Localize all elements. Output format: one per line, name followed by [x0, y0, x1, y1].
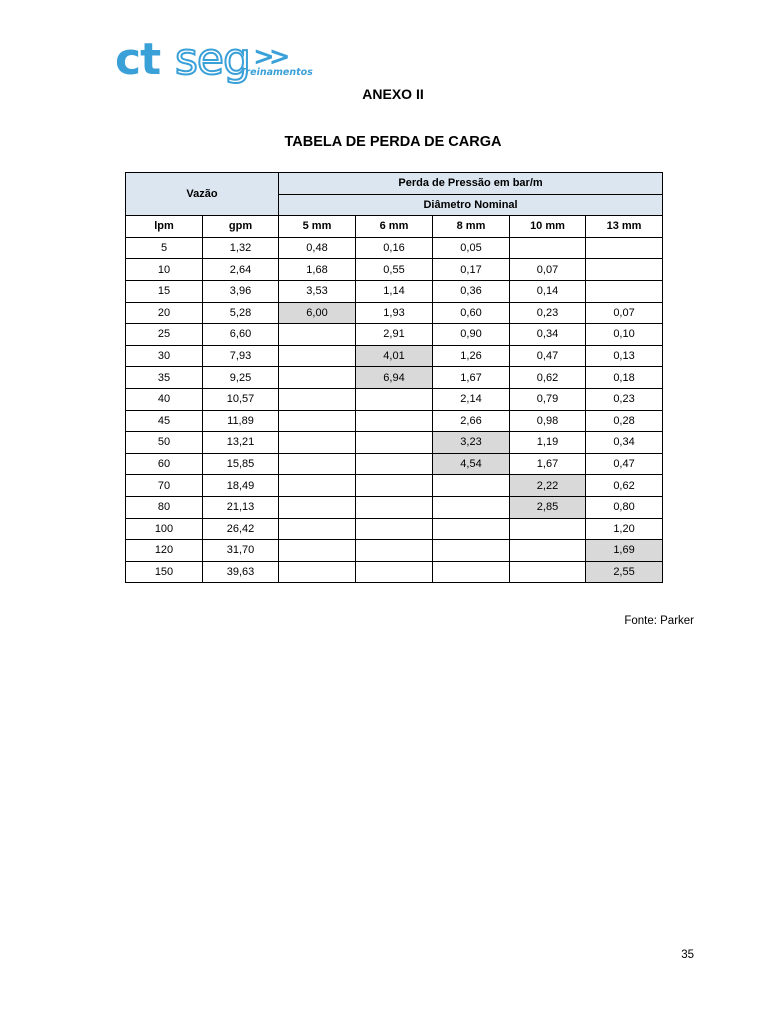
- table-cell: [586, 237, 663, 259]
- table-cell: 3,53: [279, 280, 356, 302]
- table-cell: 31,70: [203, 540, 279, 562]
- table-row: [126, 324, 663, 346]
- table-cell: [279, 345, 356, 367]
- logo-subtitle: Treinamentos: [240, 67, 313, 78]
- table-row: [126, 237, 663, 259]
- table-cell: 3,23: [433, 432, 510, 454]
- table-cell: 10,57: [203, 388, 279, 410]
- table-cell: 45: [126, 410, 203, 432]
- table-cell: 0,60: [433, 302, 510, 324]
- table-cell: 26,42: [203, 518, 279, 540]
- table-cell: 2,85: [510, 496, 586, 518]
- page-number: 35: [681, 949, 694, 961]
- table-cell: 15,85: [203, 453, 279, 475]
- table-cell: [356, 561, 433, 583]
- table-cell: [510, 518, 586, 540]
- table-row: [126, 453, 663, 475]
- table-row: [126, 302, 663, 324]
- table-row: [126, 280, 663, 302]
- logo-seg: seg: [175, 34, 250, 85]
- table-cell: 0,23: [586, 388, 663, 410]
- column-header: gpm: [203, 216, 279, 238]
- table-cell: 0,07: [510, 259, 586, 281]
- table-cell: [356, 518, 433, 540]
- table-cell: 6,94: [356, 367, 433, 389]
- table-cell: 2,66: [433, 410, 510, 432]
- table-cell: 15: [126, 280, 203, 302]
- table-cell: 9,25: [203, 367, 279, 389]
- table-row: [126, 410, 663, 432]
- table-cell: 0,55: [356, 259, 433, 281]
- ctseg-logo: [115, 34, 330, 85]
- table-cell: 25: [126, 324, 203, 346]
- table-cell: [279, 475, 356, 497]
- table-cell: 0,47: [510, 345, 586, 367]
- table-cell: [433, 561, 510, 583]
- header-perda-pressao: Perda de Pressão em bar/m: [279, 173, 663, 195]
- table-cell: [433, 518, 510, 540]
- source-note: Fonte: Parker: [624, 615, 694, 627]
- table-cell: 0,14: [510, 280, 586, 302]
- table-cell: [356, 432, 433, 454]
- table-cell: [356, 453, 433, 475]
- table-cell: 1,69: [586, 540, 663, 562]
- table-cell: [279, 561, 356, 583]
- table-cell: 0,05: [433, 237, 510, 259]
- table-cell: 1,67: [510, 453, 586, 475]
- table-cell: 80: [126, 496, 203, 518]
- table-cell: 20: [126, 302, 203, 324]
- table-cell: [356, 388, 433, 410]
- table-cell: [279, 496, 356, 518]
- table-cell: [279, 388, 356, 410]
- table-cell: 70: [126, 475, 203, 497]
- pressure-loss-table: [125, 172, 663, 583]
- table-cell: 1,19: [510, 432, 586, 454]
- table-cell: 120: [126, 540, 203, 562]
- table-cell: 0,79: [510, 388, 586, 410]
- table-cell: 100: [126, 518, 203, 540]
- column-header: 13 mm: [586, 216, 663, 238]
- table-cell: 0,10: [586, 324, 663, 346]
- table-cell: 0,28: [586, 410, 663, 432]
- table-cell: [356, 410, 433, 432]
- table-cell: [510, 561, 586, 583]
- table-cell: 1,14: [356, 280, 433, 302]
- table-cell: 1,67: [433, 367, 510, 389]
- table-cell: [510, 237, 586, 259]
- table-row: [126, 259, 663, 281]
- table-cell: [510, 540, 586, 562]
- table-cell: [433, 496, 510, 518]
- table-cell: 0,34: [586, 432, 663, 454]
- table-cell: 0,23: [510, 302, 586, 324]
- logo-ct: ct: [115, 34, 161, 85]
- table-row: [126, 475, 663, 497]
- table-cell: 7,93: [203, 345, 279, 367]
- table-row: [126, 496, 663, 518]
- table-cell: 11,89: [203, 410, 279, 432]
- table-cell: 10: [126, 259, 203, 281]
- column-header: 5 mm: [279, 216, 356, 238]
- table-cell: 0,90: [433, 324, 510, 346]
- table-cell: 5: [126, 237, 203, 259]
- table-cell: 0,17: [433, 259, 510, 281]
- table-cell: 2,64: [203, 259, 279, 281]
- annex-heading: ANEXO II: [362, 86, 424, 102]
- table-cell: 35: [126, 367, 203, 389]
- table-row: [126, 432, 663, 454]
- table-cell: 4,54: [433, 453, 510, 475]
- table-cell: [279, 432, 356, 454]
- table-cell: 0,62: [586, 475, 663, 497]
- table-cell: [279, 518, 356, 540]
- header-vazao: Vazão: [126, 173, 279, 216]
- table-cell: [586, 259, 663, 281]
- table-cell: 21,13: [203, 496, 279, 518]
- table-cell: 0,47: [586, 453, 663, 475]
- table-cell: 0,36: [433, 280, 510, 302]
- table-cell: 6,00: [279, 302, 356, 324]
- table-cell: 6,60: [203, 324, 279, 346]
- table-cell: 3,96: [203, 280, 279, 302]
- table-cell: 0,80: [586, 496, 663, 518]
- table-cell: 39,63: [203, 561, 279, 583]
- logo-arrows-icon: >>: [253, 42, 285, 72]
- table-row: [126, 388, 663, 410]
- table-cell: 40: [126, 388, 203, 410]
- column-header: 10 mm: [510, 216, 586, 238]
- column-header-row: [126, 216, 663, 238]
- table-cell: 0,13: [586, 345, 663, 367]
- table-cell: 2,91: [356, 324, 433, 346]
- table-cell: [356, 475, 433, 497]
- table-cell: 2,22: [510, 475, 586, 497]
- table-cell: 1,32: [203, 237, 279, 259]
- column-header: 6 mm: [356, 216, 433, 238]
- table-cell: [279, 540, 356, 562]
- table-cell: [279, 367, 356, 389]
- table-cell: 4,01: [356, 345, 433, 367]
- table-cell: 5,28: [203, 302, 279, 324]
- table-cell: 0,98: [510, 410, 586, 432]
- table-cell: 60: [126, 453, 203, 475]
- table-cell: 30: [126, 345, 203, 367]
- table-row: [126, 540, 663, 562]
- table-cell: [433, 475, 510, 497]
- table-title: TABELA DE PERDA DE CARGA: [284, 134, 502, 150]
- table-cell: 1,20: [586, 518, 663, 540]
- table-cell: [279, 324, 356, 346]
- table-cell: 1,26: [433, 345, 510, 367]
- table-cell: [433, 540, 510, 562]
- table-cell: 0,07: [586, 302, 663, 324]
- table-row: [126, 518, 663, 540]
- table-cell: 0,16: [356, 237, 433, 259]
- table-row: [126, 367, 663, 389]
- table-cell: [356, 540, 433, 562]
- column-header: lpm: [126, 216, 203, 238]
- table-cell: 50: [126, 432, 203, 454]
- table-cell: 0,48: [279, 237, 356, 259]
- table-row: [126, 561, 663, 583]
- table-cell: 18,49: [203, 475, 279, 497]
- table-cell: 2,55: [586, 561, 663, 583]
- table-row: [126, 345, 663, 367]
- table-cell: 0,62: [510, 367, 586, 389]
- table-cell: 0,34: [510, 324, 586, 346]
- table-cell: [586, 280, 663, 302]
- table-cell: [356, 496, 433, 518]
- column-header: 8 mm: [433, 216, 510, 238]
- table-cell: [279, 453, 356, 475]
- table-body: [126, 237, 663, 583]
- table-cell: 0,18: [586, 367, 663, 389]
- table-cell: [279, 410, 356, 432]
- table-cell: 2,14: [433, 388, 510, 410]
- table-cell: 1,68: [279, 259, 356, 281]
- header-diametro-nominal: Diâmetro Nominal: [279, 194, 663, 216]
- table-cell: 150: [126, 561, 203, 583]
- table-cell: 1,93: [356, 302, 433, 324]
- table-cell: 13,21: [203, 432, 279, 454]
